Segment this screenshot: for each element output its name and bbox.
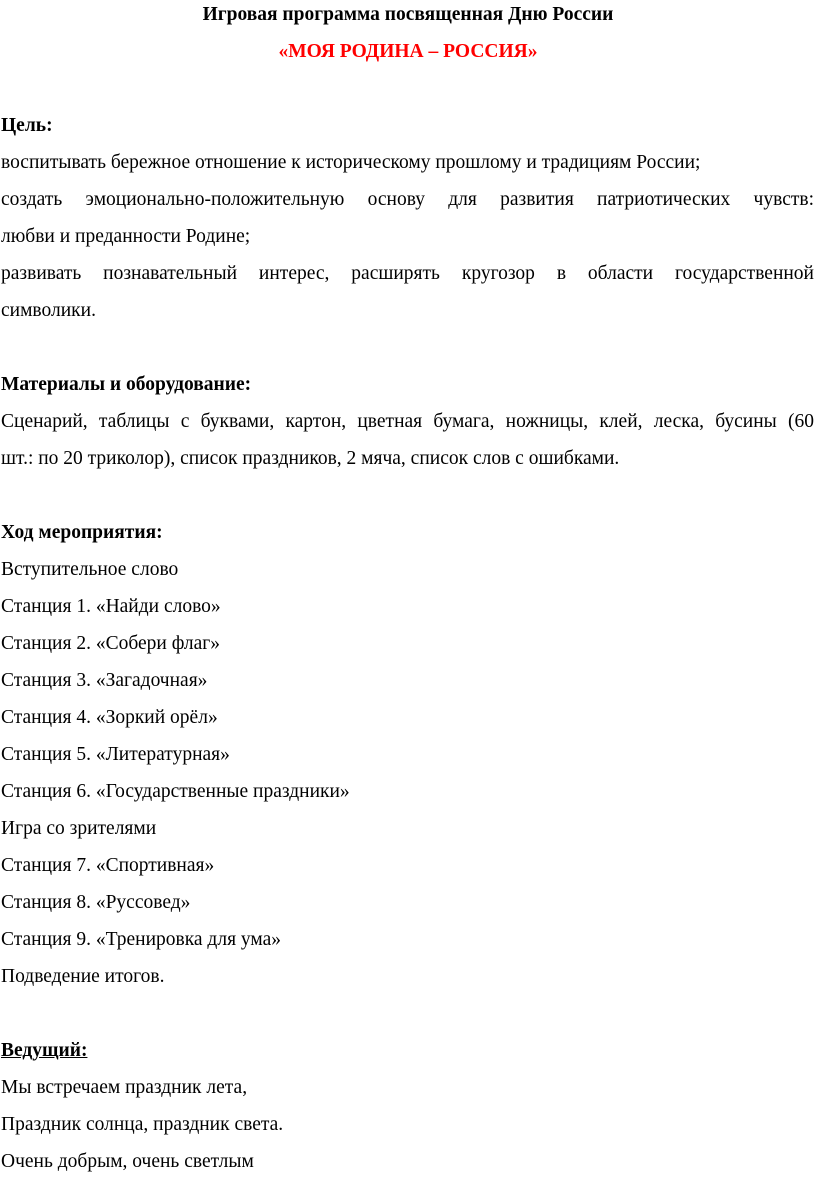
goal-line: развивать познавательный интерес, расширять кругозор в области государственной (1, 263, 814, 284)
event-course-item: Подведение итогов. (1, 966, 165, 987)
event-course-item: Станция 8. «Руссовед» (1, 892, 191, 913)
event-course-item: Станция 6. «Государственные праздники» (1, 781, 350, 802)
event-course-item: Игра со зрителями (1, 818, 157, 839)
event-course-item: Станция 4. «Зоркий орёл» (1, 707, 218, 728)
event-course-heading: Ход мероприятия: (1, 522, 163, 543)
event-course-item: Станция 3. «Загадочная» (1, 670, 208, 691)
goal-line: любви и преданности Родине; (1, 226, 251, 247)
goal-heading: Цель: (1, 115, 53, 136)
event-course-item: Станция 9. «Тренировка для ума» (1, 929, 282, 950)
materials-line: Сценарий, таблицы с буквами, картон, цветная бумага, ножницы, клей, леска, бусины (60 (1, 411, 814, 432)
goal-line: символики. (1, 300, 96, 321)
materials-heading: Материалы и оборудование: (1, 374, 252, 395)
event-course-item: Вступительное слово (1, 559, 179, 580)
host-line: Очень добрым, очень светлым (1, 1151, 254, 1172)
document-subtitle: «МОЯ РОДИНА – РОССИЯ» (278, 41, 538, 62)
document-title: Игровая программа посвященная Дню России (202, 4, 614, 25)
host-line: Мы встречаем праздник лета, (1, 1077, 248, 1098)
host-heading: Ведущий: (1, 1040, 88, 1061)
goal-line: воспитывать бережное отношение к историческому прошлому и традициям России; (1, 152, 701, 173)
materials-line: шт.: по 20 триколор), список праздников, 2 мяча, список слов с ошибками. (1, 448, 620, 469)
event-course-item: Станция 5. «Литературная» (1, 744, 230, 765)
goal-line: создать эмоционально-положительную основу для развития патриотических чувств: (1, 189, 814, 210)
event-course-item: Станция 7. «Спортивная» (1, 855, 215, 876)
event-course-item: Станция 1. «Найди слово» (1, 596, 221, 617)
host-line: Праздник солнца, праздник света. (1, 1114, 284, 1135)
event-course-item: Станция 2. «Собери флаг» (1, 633, 220, 654)
